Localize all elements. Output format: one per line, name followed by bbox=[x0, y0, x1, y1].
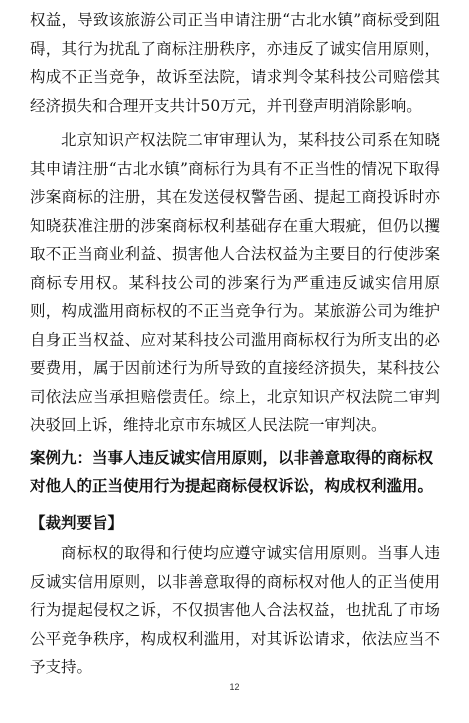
paragraph-judgment-gist: 商标权的取得和行使均应遵守诚实信用原则。当事人违反诚实信用原则，以非善意取得的商标权对他人的正当使用行为提起侵权之诉，不仅损害他人合法权益，也扰乱了市场公平竞争秩序，构成权利滥用，对其诉讼请求，依法应当不予支持。 bbox=[30, 544, 440, 676]
paragraph-continuation: 权益，导致该旅游公司正当申请注册“古北水镇”商标受到阻碍，其行为扰乱了商标注册秩序，亦违反了诚实信用原则，构成不正当竞争，故诉至法院，请求判令某科技公司赔偿其经济损失和合理开支共计50万元，并刊登声明消除影响。 bbox=[30, 11, 440, 115]
page-content bbox=[30, 6, 440, 682]
page-number: 12 bbox=[229, 682, 240, 692]
section-subheading: 【裁判要旨】 bbox=[30, 513, 124, 532]
paragraph-court-reasoning: 北京知识产权法院二审审理认为，某科技公司系在知晓其申请注册“古北水镇”商标行为具有不正当性的情况下取得涉案商标的注册，其在发送侵权警告函、提起工商投诉时亦知晓获准注册的涉案商标权利基础存在重大瑕疵，但仍以攫取不正当商业利益、损害他人合法权益为主要目的行使涉案商标专用权。某科技公司的涉案行为严重违反诚实信用原则，构成滥用商标权的不正当竞争行为。某旅游公司为维护自身正当权益、应对某科技公司滥用商标权行为所支出的必要费用，属于因前述行为所导致的直接经济损失，某科技公司依法应当承担赔偿责任。综上，北京知识产权法院二审判决驳回上诉，维持北京市东城区人民法院一审判决。 bbox=[30, 131, 440, 434]
case-heading: 案例九：当事人违反诚实信用原则，以非善意取得的商标权对他人的正当使用行为提起商标侵权诉讼，构成权利滥用。 bbox=[30, 448, 434, 495]
